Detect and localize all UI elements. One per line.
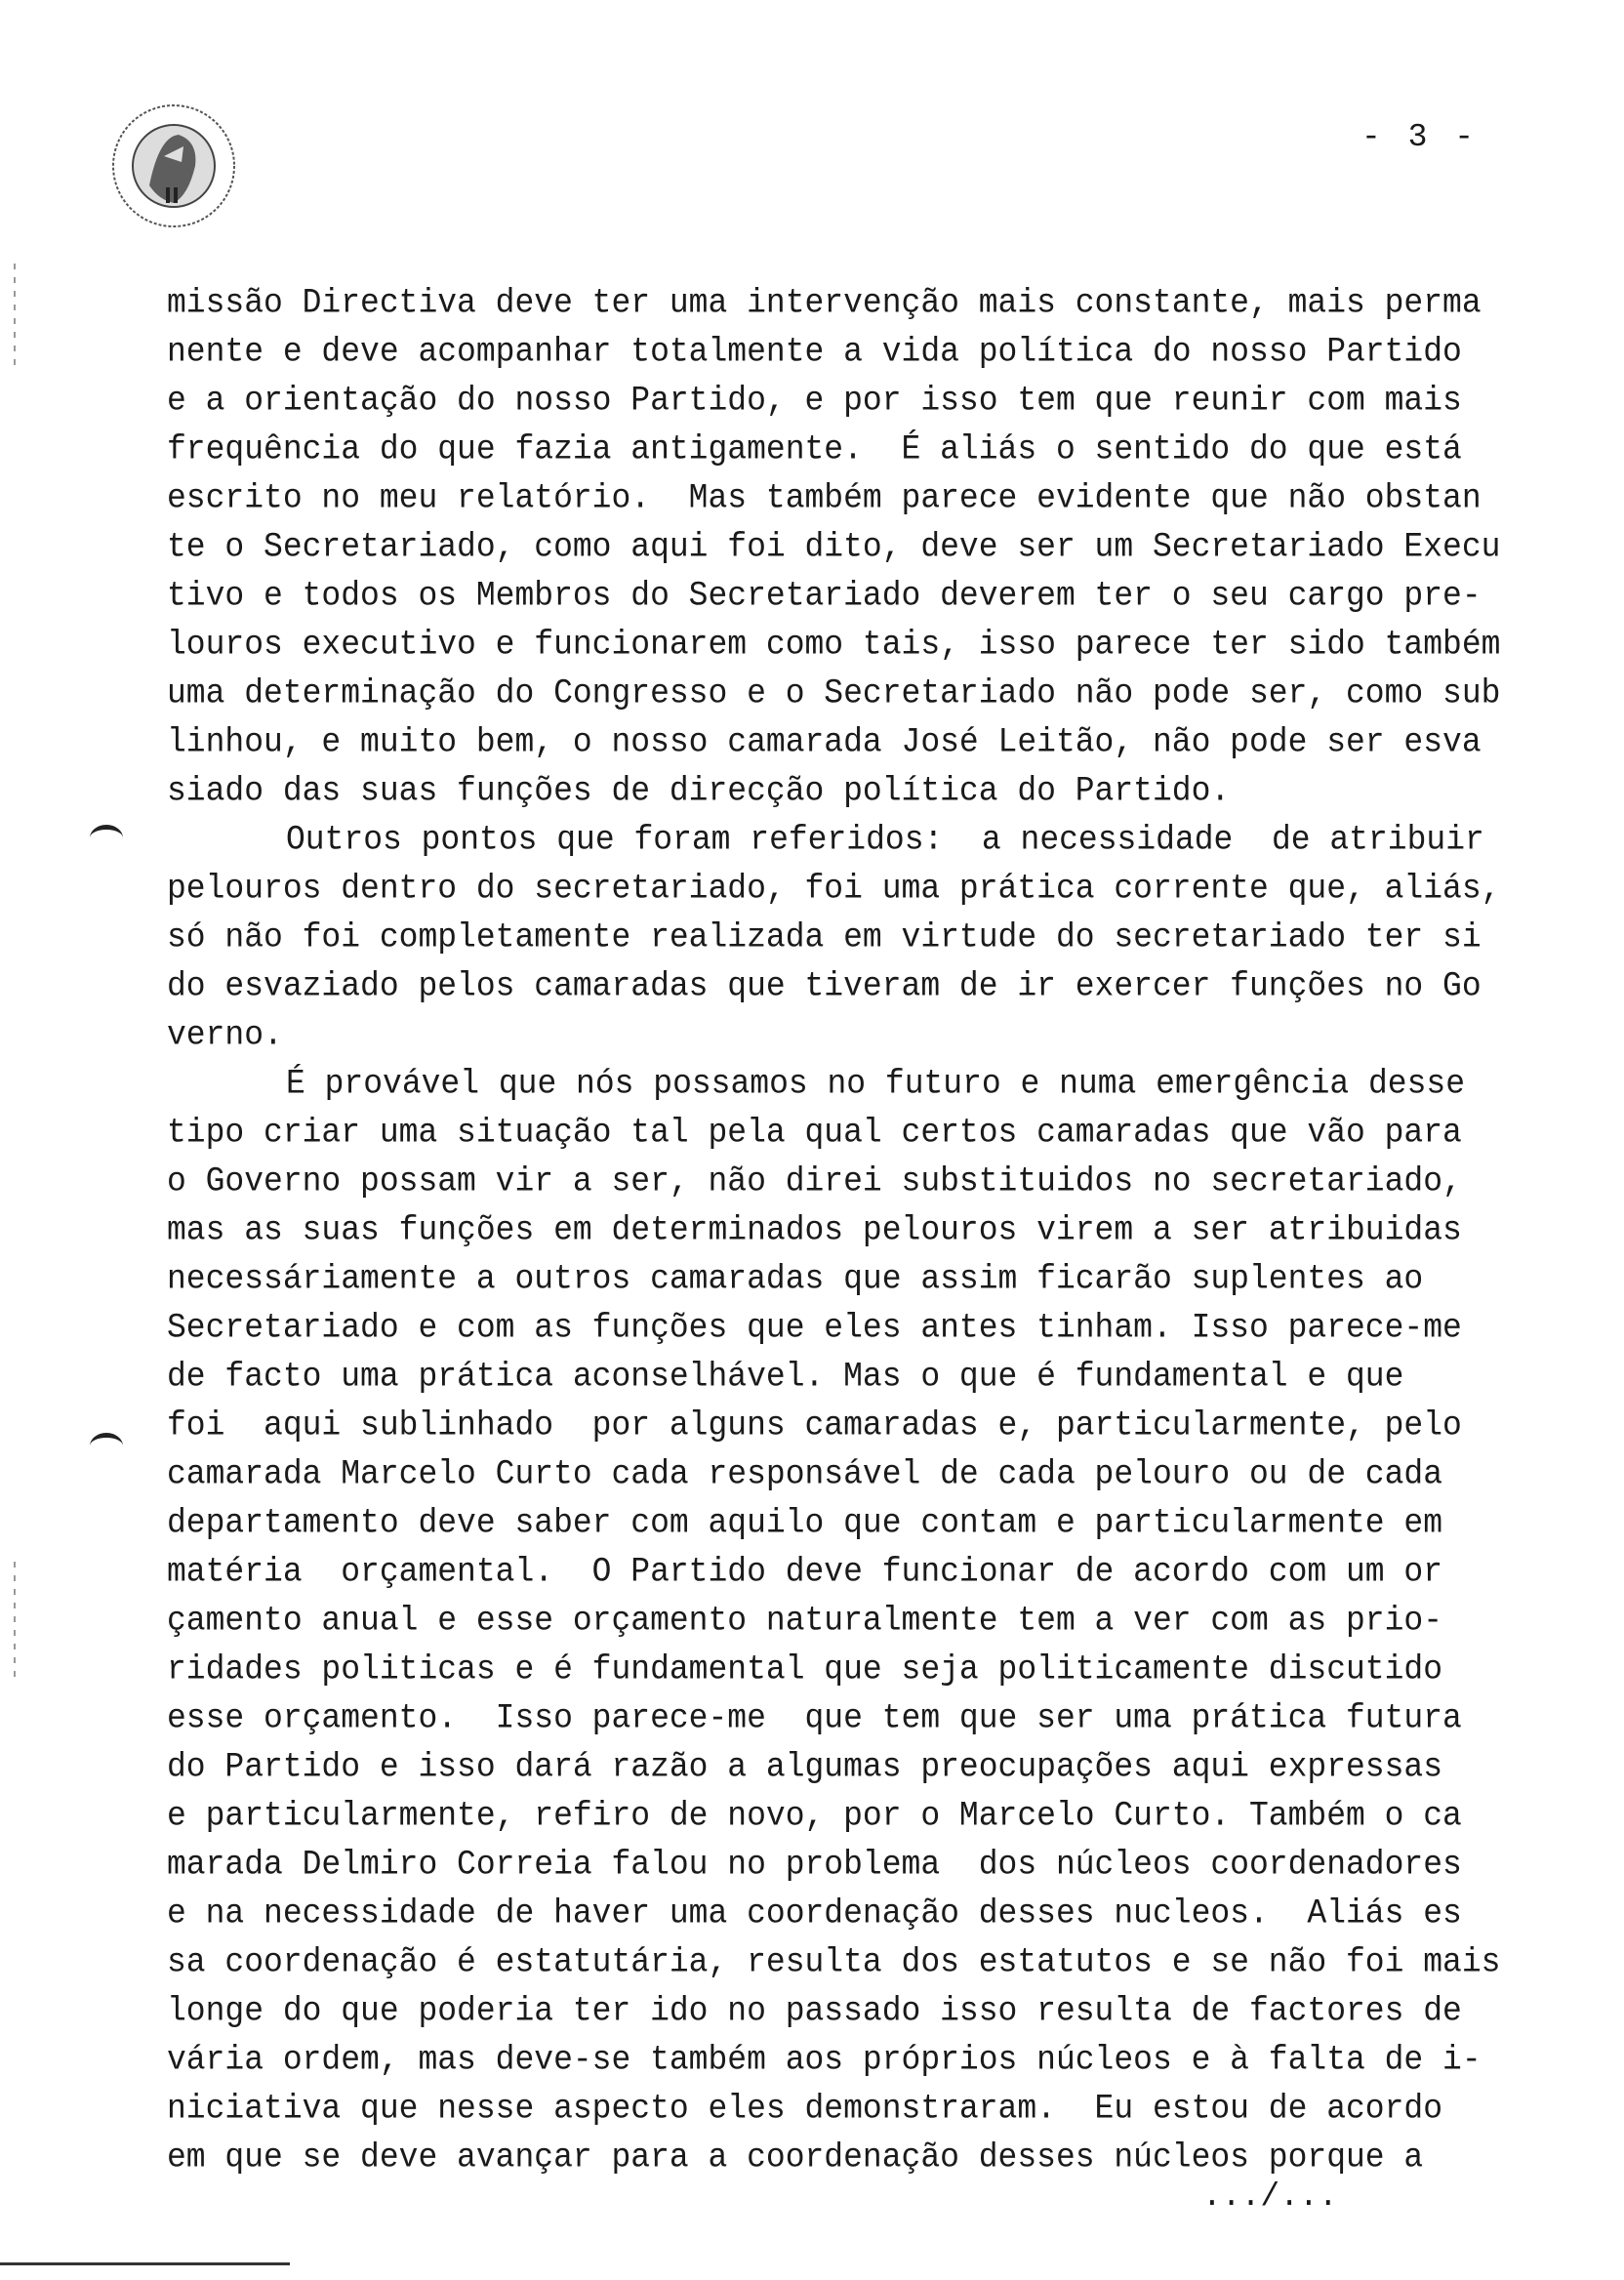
text-line: É provável que nós possamos no futuro e numa emergência desse [286, 1064, 1465, 1104]
text-line: camarada Marcelo Curto cada responsável de cada pelouro ou de cada [167, 1454, 1443, 1494]
text-line: niciativa que nesse aspecto eles demonstraram. Eu estou de acordo [167, 2089, 1443, 2129]
text-line: nente e deve acompanhar totalmente a vida política do nosso Partido [167, 332, 1462, 372]
text-line: sa coordenação é estatutária, resulta dos estatutos e se não foi mais [167, 1942, 1501, 1982]
text-line: em que se deve avançar para a coordenação desses núcleos porque a [167, 2138, 1424, 2178]
text-line: vária ordem, mas deve-se também aos próprios núcleos e à falta de i- [167, 2040, 1482, 2080]
text-line: ridades politicas e é fundamental que seja politicamente discutido [167, 1649, 1443, 1690]
text-line: departamento deve saber com aquilo que contam e particularmente em [167, 1503, 1443, 1543]
text-line: marada Delmiro Correia falou no problema dos núcleos coordenadores [167, 1845, 1462, 1885]
text-line: çamento anual e esse orçamento naturalmente tem a ver com as prio- [167, 1601, 1443, 1641]
party-seal-logo [105, 98, 242, 234]
text-line: verno. [167, 1015, 283, 1055]
text-line: tipo criar uma situação tal pela qual certos camaradas que vão para [167, 1113, 1462, 1153]
punch-hole-mark [90, 1433, 123, 1459]
text-line: e particularmente, refiro de novo, por o Marcelo Curto. Também o ca [167, 1796, 1462, 1836]
text-line: louros executivo e funcionarem como tais, isso parece ter sido também [167, 625, 1501, 665]
text-line: matéria orçamental. O Partido deve funcionar de acordo com um or [167, 1552, 1443, 1592]
text-line: Secretariado e com as funções que eles antes tinham. Isso parece-me [167, 1308, 1462, 1348]
text-line: pelouros dentro do secretariado, foi uma prática corrente que, aliás, [167, 869, 1501, 909]
text-line: longe do que poderia ter ido no passado isso resulta de factores de [167, 1991, 1462, 2031]
text-line: mas as suas funções em determinados pelouros virem a ser atribuidas [167, 1210, 1462, 1250]
text-line: o Governo possam vir a ser, não direi substituidos no secretariado, [167, 1161, 1462, 1201]
scan-margin-mark [14, 1562, 16, 1679]
text-line: de facto uma prática aconselhável. Mas o que é fundamental e que [167, 1357, 1404, 1397]
text-line: frequência do que fazia antigamente. É aliás o sentido do que está [167, 429, 1462, 469]
punch-hole-mark [90, 825, 123, 851]
document-body [167, 279, 1553, 2182]
text-line: uma determinação do Congresso e o Secretariado não pode ser, como sub [167, 673, 1501, 713]
continuation-marker: .../... [1202, 2178, 1338, 2215]
text-line: e na necessidade de haver uma coordenação desses nucleos. Aliás es [167, 1893, 1462, 1934]
paragraph-3 [167, 1060, 1553, 2182]
page-edge-line [0, 2262, 290, 2265]
text-line: necessáriamente a outros camaradas que assim ficarão suplentes ao [167, 1259, 1424, 1299]
text-line: e a orientação do nosso Partido, e por isso tem que reunir com mais [167, 381, 1462, 421]
paragraph-1 [167, 279, 1553, 816]
text-line: do Partido e isso dará razão a algumas preocupações aqui expressas [167, 1747, 1443, 1787]
text-line: Outros pontos que foram referidos: a necessidade de atribuir [286, 820, 1484, 860]
text-line: missão Directiva deve ter uma intervenção mais constante, mais perma [167, 283, 1482, 323]
text-line: te o Secretariado, como aqui foi dito, deve ser um Secretariado Execu [167, 527, 1501, 567]
text-line: tivo e todos os Membros do Secretariado deverem ter o seu cargo pre- [167, 576, 1482, 616]
text-line: foi aqui sublinhado por alguns camaradas e, particularmente, pelo [167, 1405, 1462, 1445]
text-line: linhou, e muito bem, o nosso camarada José Leitão, não pode ser esva [167, 722, 1482, 762]
text-line: só não foi completamente realizada em virtude do secretariado ter si [167, 917, 1482, 957]
paragraph-2 [167, 816, 1553, 1060]
text-line: esse orçamento. Isso parece-me que tem que ser uma prática futura [167, 1698, 1462, 1738]
text-line: do esvaziado pelos camaradas que tiveram de ir exercer funções no Go [167, 966, 1482, 1006]
text-line: escrito no meu relatório. Mas também parece evidente que não obstan [167, 478, 1482, 518]
scan-margin-mark [14, 264, 16, 371]
page-number: - 3 - [1361, 119, 1479, 155]
text-line: siado das suas funções de direcção política do Partido. [167, 771, 1231, 811]
